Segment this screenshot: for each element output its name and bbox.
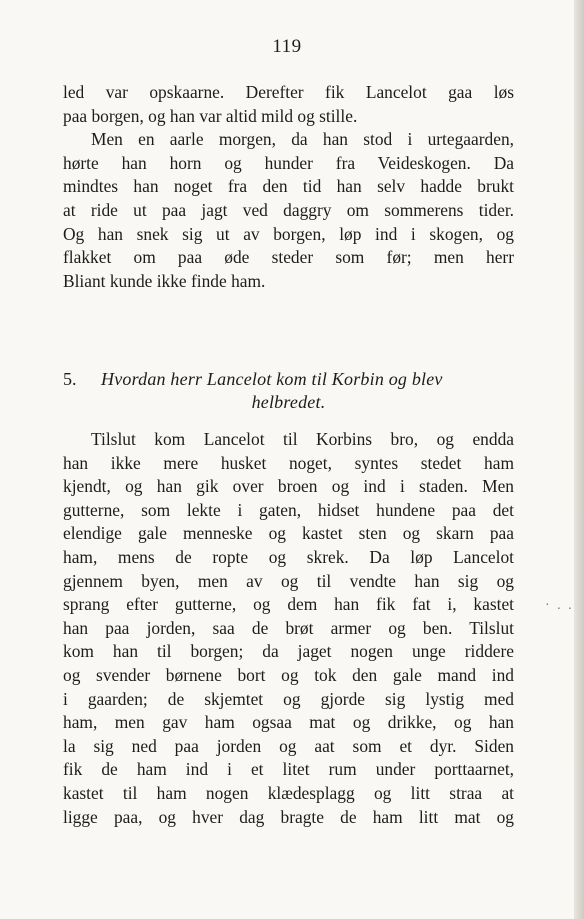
text-line: flakket om paa øde steder som før; men herr [63, 247, 514, 268]
text-line: ligge paa, og hver dag bragte de ham litt mat og [63, 806, 514, 827]
chapter-title-line-2: helbredet. [251, 392, 326, 412]
text-line: gjennem byen, men av og til vendte han sig og [63, 570, 514, 591]
chapter-heading [63, 368, 514, 414]
text-line: at ride ut paa jagt ved daggry om sommerens tider. [63, 199, 514, 220]
text-line: fik de ham ind i et litet rum under porttaarnet, [63, 759, 514, 780]
chapter-number: 5. [63, 369, 77, 389]
text-line: Og han snek sig ut av borgen, løp ind i skogen, og [63, 223, 514, 244]
text-line: kom han til borgen; da jaget nogen unge riddere [63, 641, 514, 662]
text-line: hørte han horn og hunder fra Veideskogen. Da [63, 152, 514, 173]
text-line: elendige gale menneske og kastet sten og skarn paa [63, 523, 514, 544]
paragraph-block-1 [63, 81, 514, 293]
chapter-title-line-1: Hvordan herr Lancelot kom til Korbin og blev [101, 369, 443, 389]
page-edge [574, 0, 584, 919]
text-line: kjendt, og han gik over broen og ind i staden. Men [63, 476, 514, 497]
text-line: led var opskaarne. Derefter fik Lancelot gaa løs [63, 82, 514, 102]
text-line: la sig ned paa jorden og aat som et dyr. Siden [63, 735, 514, 756]
text-line: han ikke mere husket noget, syntes stedet ham [63, 452, 514, 473]
text-line: mindtes han noget fra den tid han selv hadde brukt [63, 176, 514, 197]
text-line: sprang efter gutterne, og dem han fik fat i, kastet [63, 594, 514, 615]
text-line: paa borgen, og han var altid mild og stille. [63, 105, 358, 126]
text-line: Bliant kunde ikke finde ham. [63, 270, 266, 291]
text-line: Men en aarle morgen, da han stod i urtegaarden, [91, 129, 514, 150]
margin-mark: · . . [545, 598, 574, 613]
paragraph-block-2 [63, 428, 514, 829]
text-line: og svender børnene bort og tok den gale mand ind [63, 664, 514, 685]
text-line: ham, men gav ham ogsaa mat og drikke, og han [63, 712, 514, 733]
page-number: 119 [272, 36, 302, 57]
text-line: i gaarden; de skjemtet og gjorde sig lystig med [63, 688, 514, 709]
text-line: han paa jorden, saa de brøt armer og ben. Tilslut [63, 617, 514, 638]
text-line: Tilslut kom Lancelot til Korbins bro, og endda [91, 429, 514, 449]
text-line: ham, mens de ropte og skrek. Da løp Lancelot [63, 546, 514, 567]
text-line: kastet til ham nogen klædesplagg og litt straa at [63, 782, 514, 803]
text-line: gutterne, som lekte i gaten, hidset hundene paa det [63, 499, 514, 520]
